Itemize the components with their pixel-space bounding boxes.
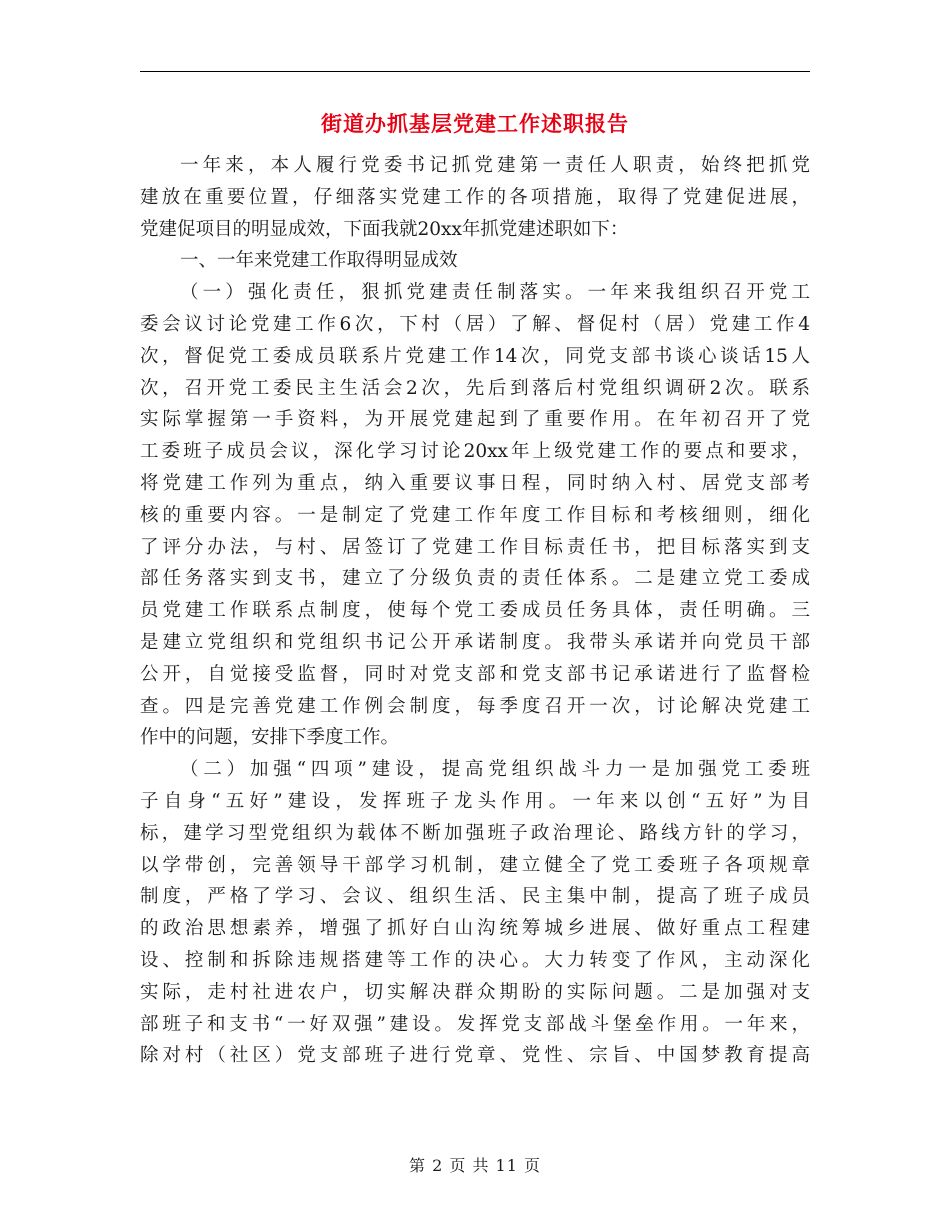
body-line: 部任务落实到支书，建立了分级负责的责任体系。二是建立党工委成 xyxy=(140,568,810,590)
page-number: 第 2 页 共 11 页 xyxy=(409,1156,541,1175)
body-line: 作中的问题，安排下季度工作。 xyxy=(140,727,400,749)
body-line: 委会议讨论党建工作6次，下村（居）了解、督促村（居）党建工作4 xyxy=(140,313,810,335)
header-rule xyxy=(140,71,810,72)
body-line: 党建促项目的明显成效，下面我就20xx年抓党建述职如下： xyxy=(140,218,629,240)
body-line: 的政治思想素养，增强了抓好白山沟统筹城乡进展、做好重点工程建 xyxy=(140,918,810,940)
body-line: 除对村（社区）党支部班子进行党章、党性、宗旨、中国梦教育提高 xyxy=(140,1045,810,1067)
section-heading: 一、一年来党建工作取得明显成效 xyxy=(180,250,458,272)
document-title: 街道办抓基层党建工作述职报告 xyxy=(321,112,629,136)
body-line: 设、控制和拆除违规搭建等工作的决心。大力转变了作风，主动深化 xyxy=(140,949,810,971)
body-line: 是建立党组织和党组织书记公开承诺制度。我带头承诺并向党员干部 xyxy=(140,631,810,653)
document-body xyxy=(140,150,810,1072)
body-line: 次，召开党工委民主生活会2次，先后到落后村党组织调研2次。联系 xyxy=(140,377,810,399)
body-line: 制度，严格了学习、会议、组织生活、民主集中制，提高了班子成员 xyxy=(140,886,810,908)
body-line: 部班子和支书“一好双强”建设。发挥党支部战斗堡垒作用。一年来， xyxy=(140,1013,810,1035)
body-line: 查。四是完善党建工作例会制度，每季度召开一次，讨论解决党建工 xyxy=(140,695,810,717)
body-line: 将党建工作列为重点，纳入重要议事日程，同时纳入村、居党支部考 xyxy=(140,472,810,494)
body-line: 工委班子成员会议，深化学习讨论20xx年上级党建工作的要点和要求， xyxy=(140,441,810,463)
body-line: 次，督促党工委成员联系片党建工作14次，同党支部书谈心谈话15人 xyxy=(140,345,810,367)
body-line: 实际，走村社进农户，切实解决群众期盼的实际问题。二是加强对支 xyxy=(140,981,810,1003)
body-line: 子自身“五好”建设，发挥班子龙头作用。一年来以创“五好”为目 xyxy=(140,790,810,812)
body-line: 一年来，本人履行党委书记抓党建第一责任人职责，始终把抓党 xyxy=(180,155,810,176)
body-line: 员党建工作联系点制度，使每个党工委成员任务具体，责任明确。三 xyxy=(140,600,810,622)
body-line: 标，建学习型党组织为载体不断加强班子政治理论、路线方针的学习， xyxy=(140,822,810,844)
body-line: 了评分办法，与村、居签订了党建工作目标责任书，把目标落实到支 xyxy=(140,536,810,558)
body-line: 核的重要内容。一是制定了党建工作年度工作目标和考核细则，细化 xyxy=(140,504,810,526)
body-line: 实际掌握第一手资料，为开展党建起到了重要作用。在年初召开了党 xyxy=(140,409,810,431)
page-footer xyxy=(0,1153,950,1176)
body-line: 公开，自觉接受监督，同时对党支部和党支部书记承诺进行了监督检 xyxy=(140,663,810,685)
body-line: （一）强化责任，狠抓党建责任制落实。一年来我组织召开党工 xyxy=(180,282,810,304)
body-line: 建放在重要位置，仔细落实党建工作的各项措施，取得了党建促进展， xyxy=(140,186,810,208)
body-line: （二）加强“四项”建设，提高党组织战斗力一是加强党工委班 xyxy=(180,759,810,781)
body-line: 以学带创，完善领导干部学习机制，建立健全了党工委班子各项规章 xyxy=(140,854,810,876)
